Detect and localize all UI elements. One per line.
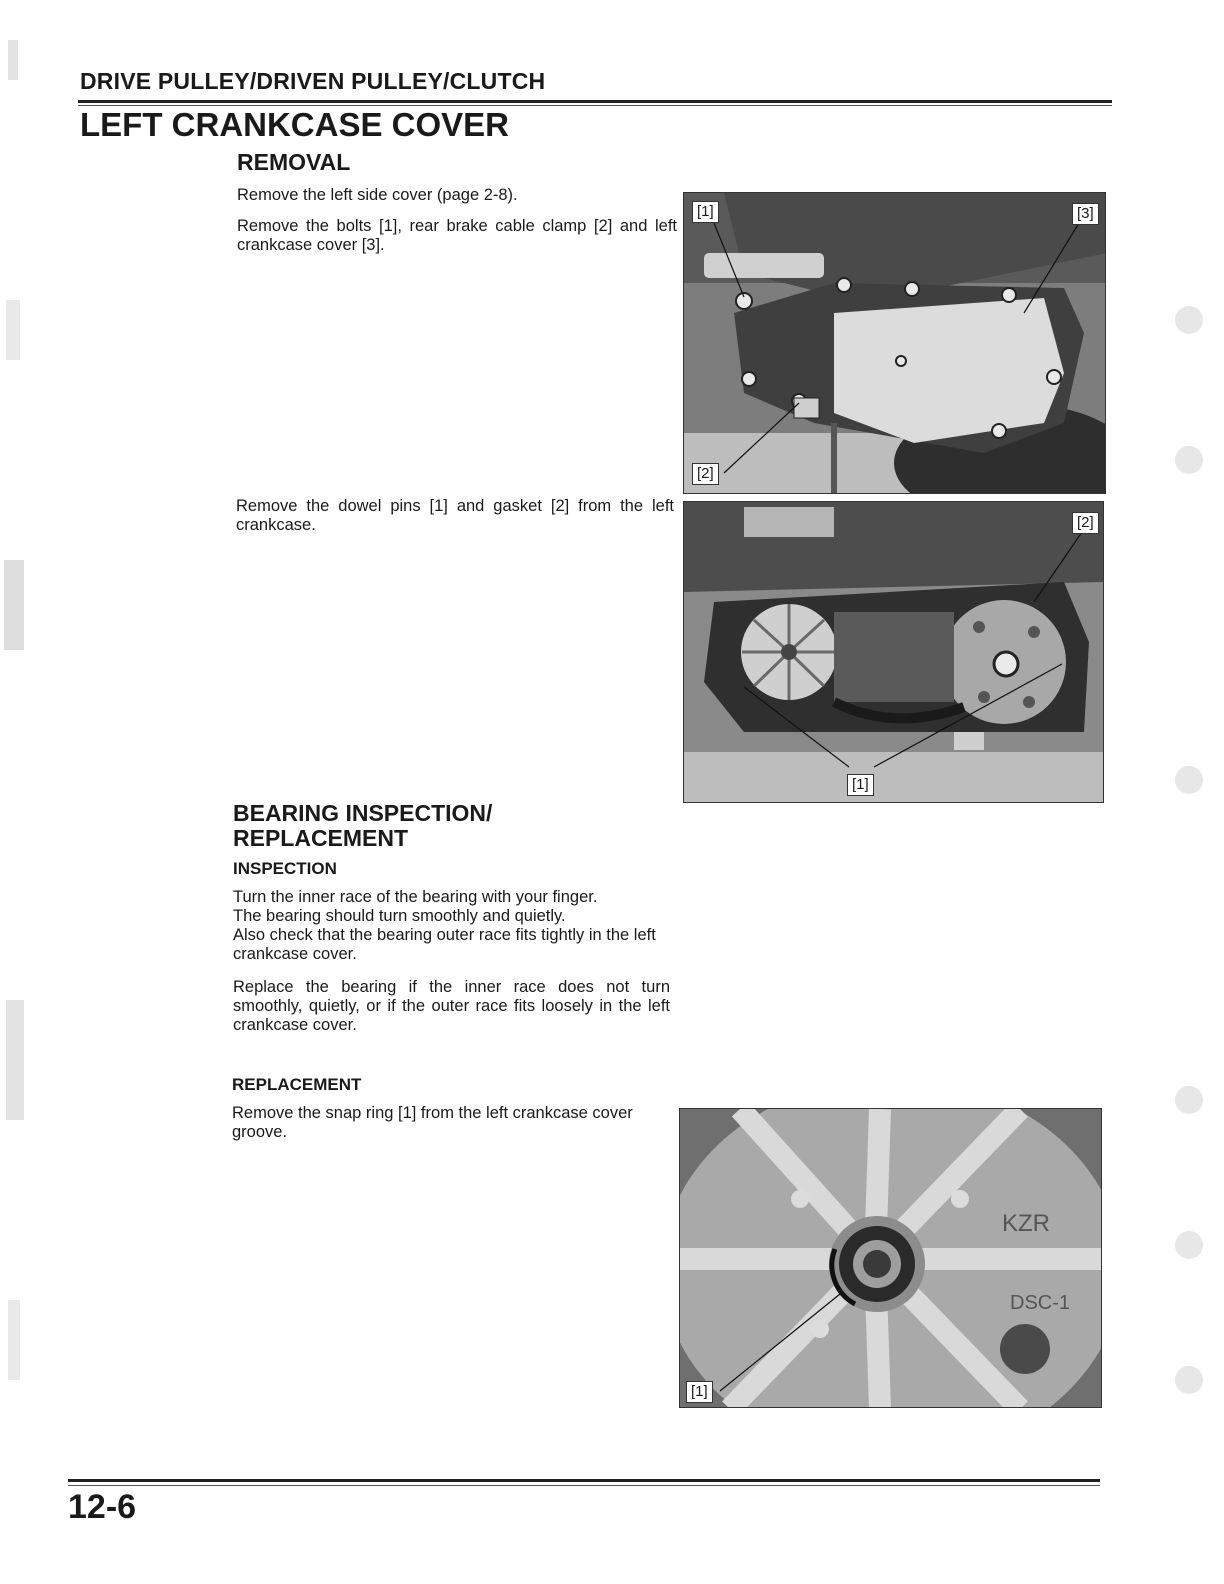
inspection-heading: INSPECTION (233, 859, 337, 878)
removal-step-1: Remove the left side cover (page 2-8). (237, 186, 518, 204)
inspection-para-2: Replace the bearing if the inner race does not turn smoothly, quietly, or if the outer race fits loosely in the left crankcase cover. (233, 978, 670, 1034)
replacement-step-1: Remove the snap ring [1] from the left crankcase cover groove. (232, 1104, 633, 1141)
bearing-heading (233, 801, 492, 851)
inspection-text (233, 888, 670, 964)
inspection-line-2: The bearing should turn smoothly and quietly. (233, 907, 566, 925)
bearing-heading-line-2: REPLACEMENT (233, 825, 409, 851)
figure-left-crankcase-cover (683, 192, 1106, 494)
fig1-callout-2: [2] (692, 463, 719, 485)
scan-edge-noise-right (1164, 0, 1224, 1584)
fig2-callout-2: [2] (1072, 512, 1099, 534)
casting-text-dsc: DSC-1 (1010, 1292, 1071, 1314)
figure-1-illustration (684, 193, 1106, 494)
section-header: DRIVE PULLEY/DRIVEN PULLEY/CLUTCH (80, 68, 546, 94)
fig2-callout-1: [1] (847, 774, 874, 796)
bearing-heading-line-1: BEARING INSPECTION/ (233, 800, 493, 826)
removal-step-3: Remove the dowel pins [1] and gasket [2] from the left crankcase. (236, 497, 674, 534)
page-title: LEFT CRANKCASE COVER (80, 106, 510, 143)
scan-edge-noise (0, 0, 40, 1584)
removal-heading: REMOVAL (237, 149, 351, 175)
header-rule (78, 100, 1112, 103)
fig1-callout-3: [3] (1072, 203, 1099, 225)
replacement-heading: REPLACEMENT (232, 1075, 362, 1094)
footer-rule (68, 1479, 1100, 1482)
removal-step-2: Remove the bolts [1], rear brake cable clamp [2] and left crankcase cover [3]. (237, 217, 677, 254)
fig1-callout-1: [1] (692, 201, 719, 223)
figure-3-illustration (680, 1109, 1102, 1408)
inspection-line-1: Turn the inner race of the bearing with your finger. (233, 888, 598, 906)
casting-text-kzr: KZR (1002, 1210, 1050, 1237)
page-number: 12-6 (68, 1488, 137, 1526)
figure-dowel-pins-gasket (683, 501, 1104, 803)
footer-rule-thin (68, 1485, 1100, 1486)
figure-snap-ring (679, 1108, 1102, 1408)
fig3-callout-1: [1] (686, 1381, 713, 1403)
figure-2-illustration (684, 502, 1104, 803)
inspection-line-3: Also check that the bearing outer race fits tightly in the left crankcase cover. (233, 926, 656, 963)
